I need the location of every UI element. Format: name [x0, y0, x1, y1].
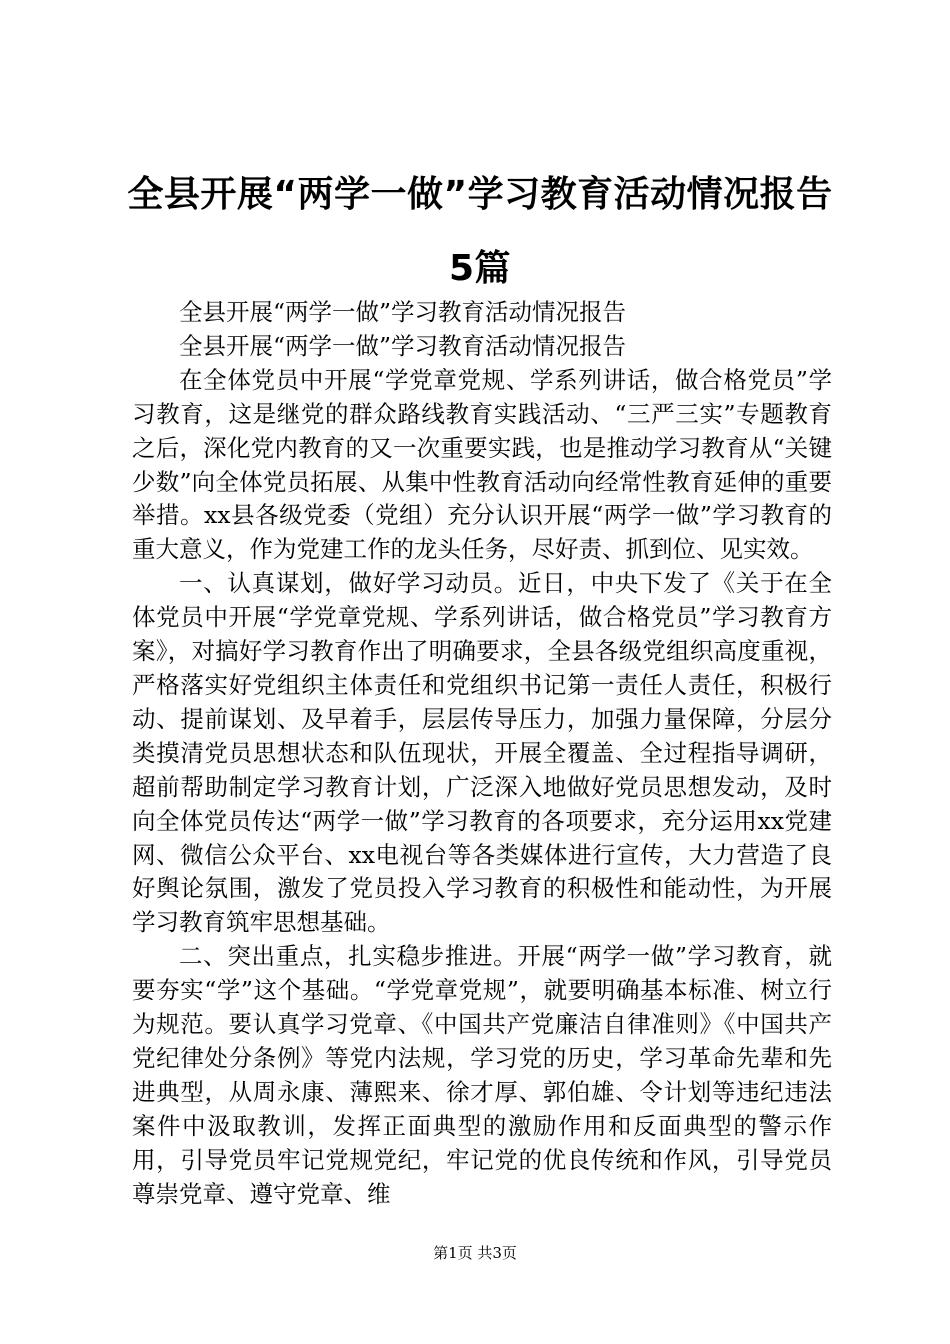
paragraph: 在全体党员中开展“学党章党规、学系列讲话，做合格党员”学习教育，这是继党的群众路线教育实践活动、“三严三实”专题教育之后，深化党内教育的又一次重要实践，也是推动学习教育从“关键少数”向全体党员拓展、从集中性教育活动向经常性教育延伸的重要举措。xx县各级党委（党组）充分认识开展“两学一做”学习教育的重大意义，作为党建工作的龙头任务，尽好责、抓到位、见实效。 [132, 365, 832, 564]
document-body [132, 296, 832, 1211]
page-footer: 第1页 共3页 [433, 1244, 517, 1262]
paragraph: 二、突出重点，扎实稳步推进。开展“两学一做”学习教育，就要夯实“学”这个基础。“学党章党规”，就要明确基本标准、树立行为规范。要认真学习党章、《中国共产党廉洁自律准则》《中国共产党纪律处分条例》等党内法规，学习党的历史，学习革命先辈和先进典型，从周永康、薄熙来、徐才厚、郭伯雄、令计划等违纪违法案件中汲取教训，发挥正面典型的激励作用和反面典型的警示作用，引导党员牢记党规党纪，牢记党的优良传统和作风，引导党员尊崇党章、遵守党章、维 [132, 942, 832, 1208]
document-title: 全县开展“两学一做”学习教育活动情况报告5篇 [127, 174, 833, 289]
paragraph: 全县开展“两学一做”学习教育活动情况报告 [179, 331, 627, 360]
paragraph: 全县开展“两学一做”学习教育活动情况报告 [179, 298, 627, 326]
paragraph: 一、认真谋划，做好学习动员。近日，中央下发了《关于在全体党员中开展“学党章党规、学系列讲话，做合格党员”学习教育方案》，对搞好学习教育作出了明确要求，全县各级党组织高度重视，严格落实好党组织主体责任和党组织书记第一责任人责任，积极行动、提前谋划、及早着手，层层传导压力，加强力量保障，分层分类摸清党员思想状态和队伍现状，开展全覆盖、全过程指导调研，超前帮助制定学习教育计划，广泛深入地做好党员思想发动，及时向全体党员传达“两学一做”学习教育的各项要求，充分运用xx党建网、微信公众平台、xx电视台等各类媒体进行宣传，大力营造了良好舆论氛围，激发了党员投入学习教育的积极性和能动性，为开展学习教育筑牢思想基础。 [132, 569, 832, 937]
